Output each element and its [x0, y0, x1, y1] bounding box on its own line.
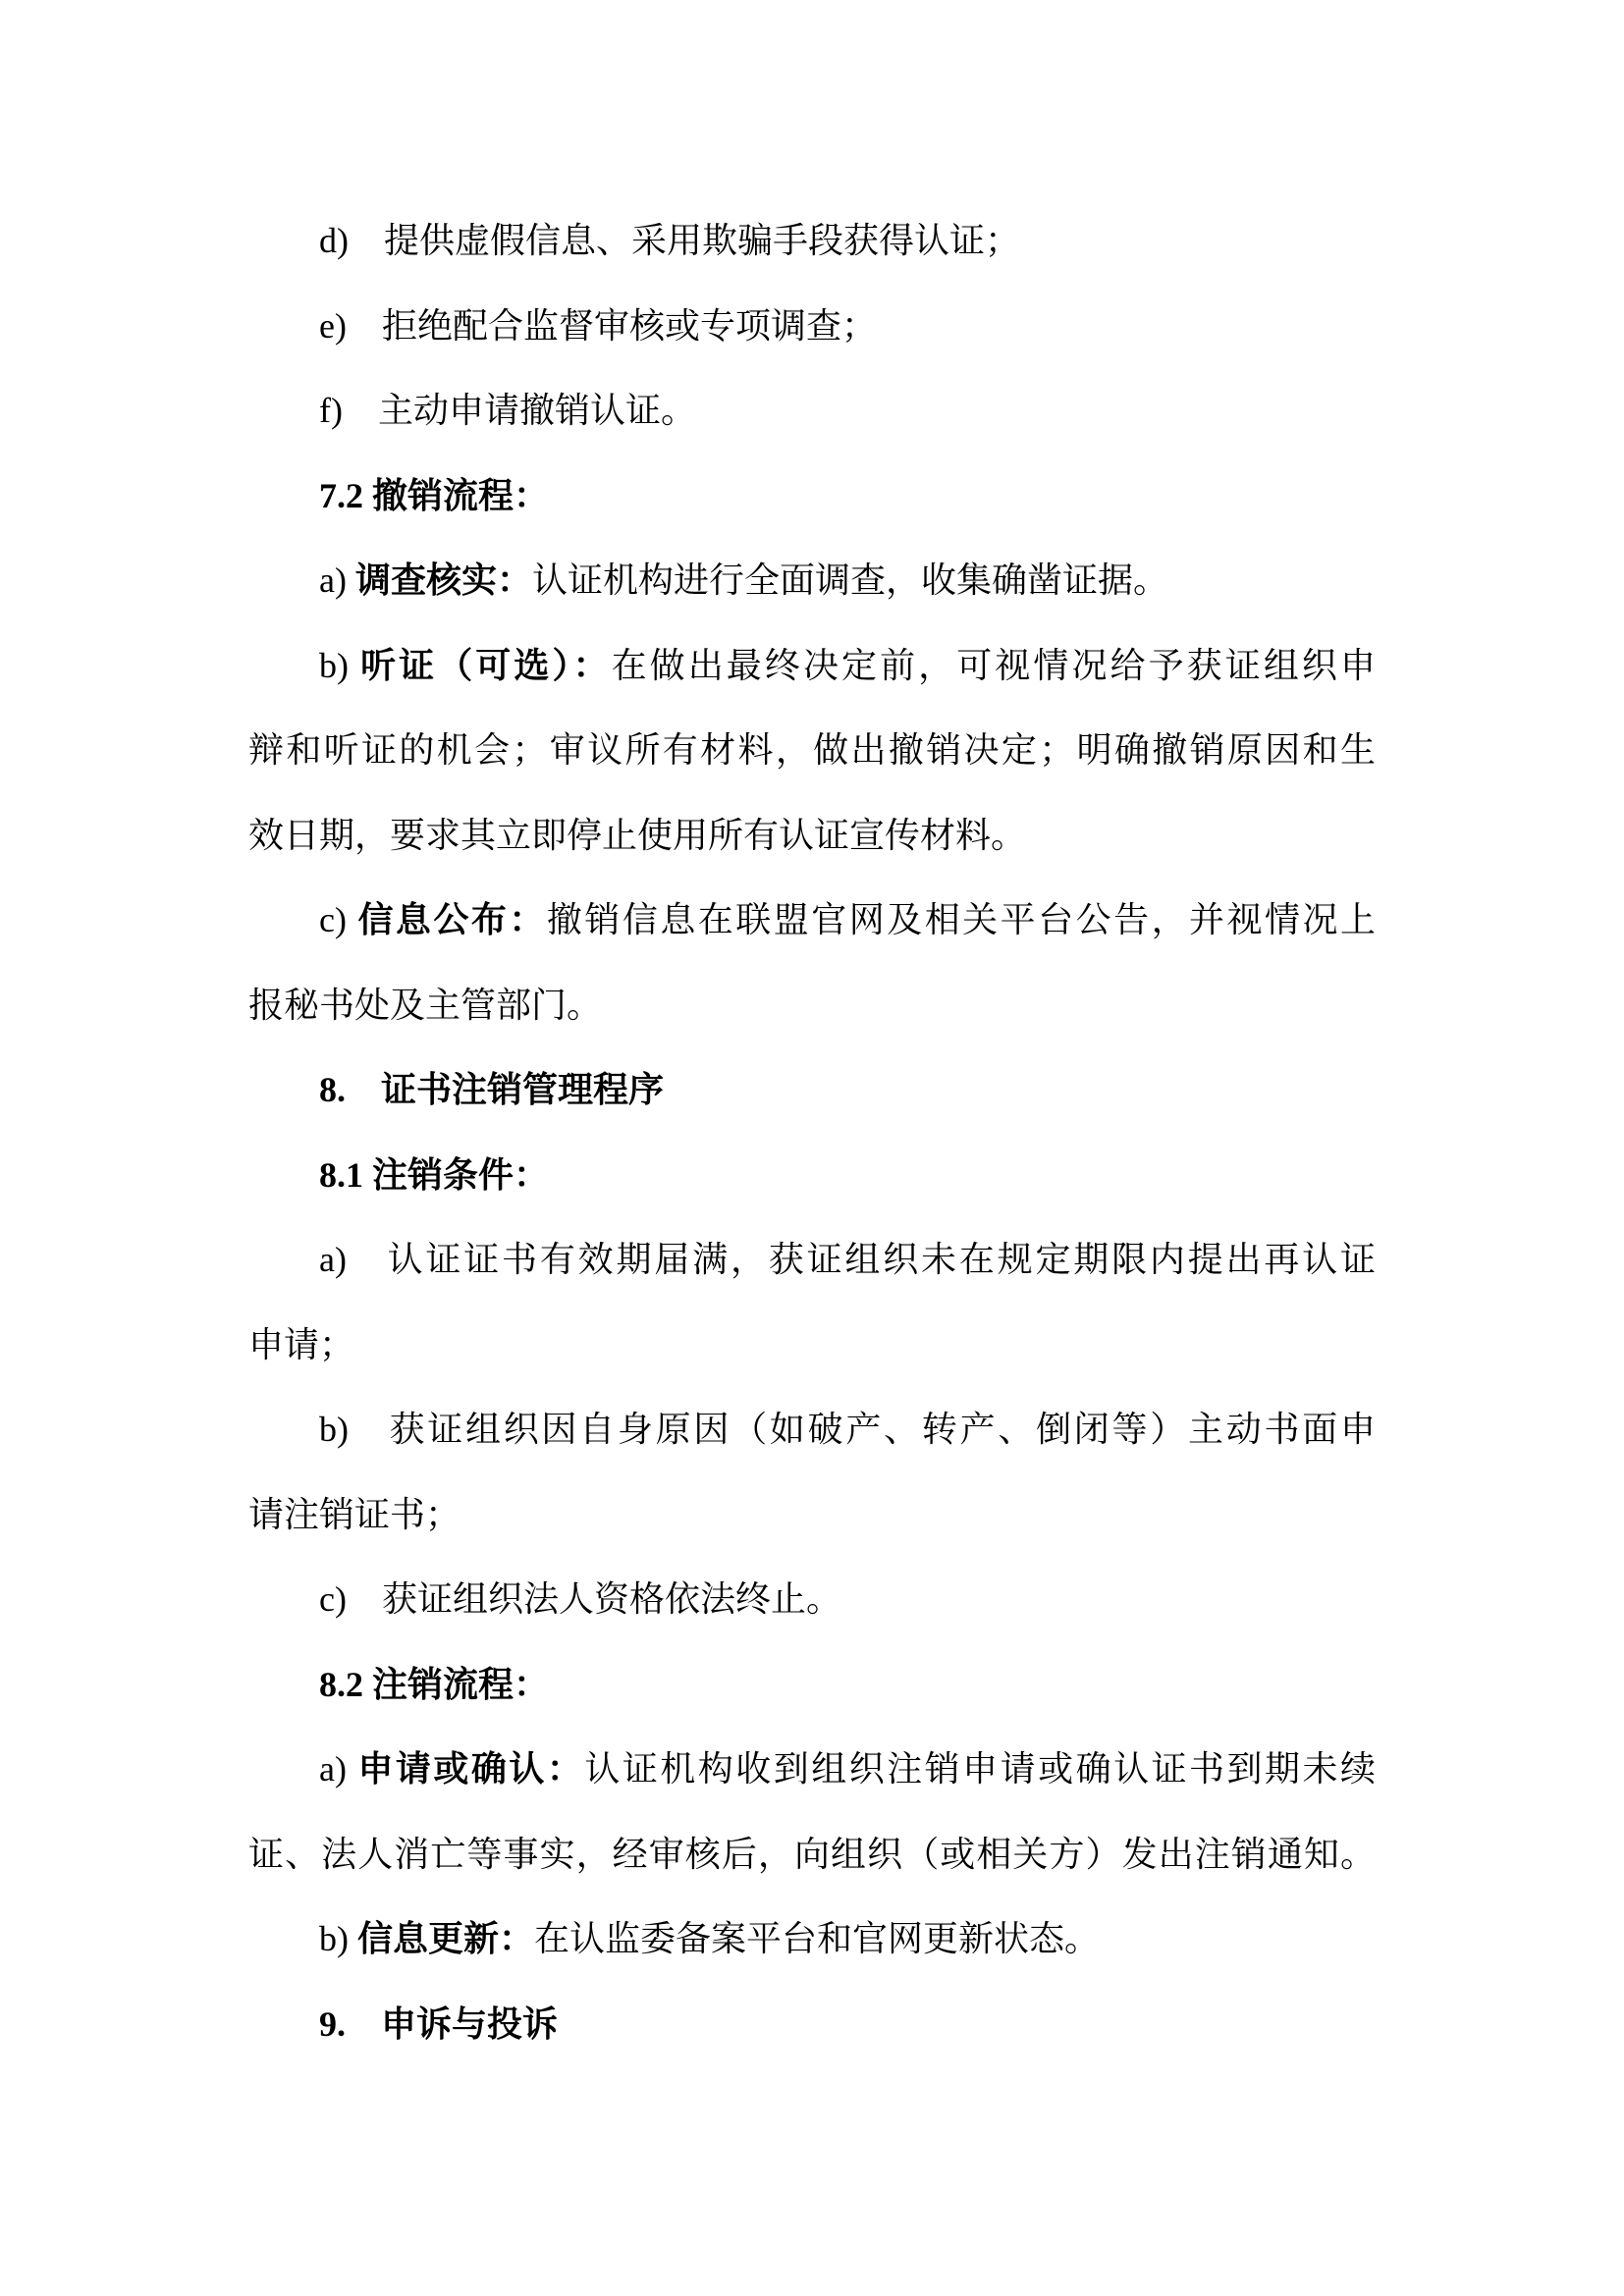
doc-heading — [248, 1995, 1376, 2054]
doc-heading — [248, 466, 1376, 525]
line-text-pre: 证、法人消亡等事实，经审核后，向组织（或相关方）发出注销通知。 — [248, 1835, 1376, 1874]
line-text-pre: c) 获证组织法人资格依法终止。 — [319, 1579, 841, 1619]
line-text-bold: 申请或确认： — [357, 1749, 585, 1789]
line-text-pre: 辩和听证的机会；审议所有材料，做出撤销决定；明确撤销原因和生 — [248, 730, 1376, 770]
line-text-pre: b) — [319, 1919, 357, 1958]
doc-line — [248, 1485, 1376, 1544]
line-text-pre: a) 认证证书有效期届满，获证组织未在规定期限内提出再认证 — [319, 1240, 1376, 1279]
line-text-rest: 认证机构进行全面调查，收集确凿证据。 — [531, 561, 1168, 600]
line-text-pre: d) 提供虚假信息、采用欺骗手段获得认证； — [319, 221, 1020, 260]
line-text-pre: b) 获证组织因自身原因（如破产、转产、倒闭等）主动书面申 — [319, 1410, 1376, 1449]
line-text-bold: 信息更新： — [357, 1919, 535, 1958]
line-text-rest: 在认监委备案平台和官网更新状态。 — [534, 1919, 1101, 1958]
line-text-pre: a) — [319, 561, 355, 600]
line-text-bold: 调查核实： — [354, 561, 532, 600]
line-text-bold: 信息公布： — [357, 900, 547, 939]
line-text-pre: e) 拒绝配合监督审核或专项调查； — [319, 306, 877, 346]
doc-line — [248, 1400, 1376, 1459]
doc-line — [248, 551, 1376, 610]
line-text-pre: 请注销证书； — [248, 1495, 461, 1534]
line-text-rest: 撤销信息在联盟官网及相关平台公告，并视情况上 — [546, 900, 1376, 939]
doc-line — [248, 296, 1376, 355]
line-text-bold: 7.2 撤销流程： — [319, 476, 550, 515]
line-text-pre: b) — [319, 646, 361, 685]
doc-line — [248, 1909, 1376, 1968]
line-text-pre: 效日期，要求其立即停止使用所有认证宣传材料。 — [248, 816, 1027, 855]
line-text-rest: 在做出最终决定前，可视情况给予获证组织申 — [611, 646, 1376, 685]
line-text-rest: 认证机构收到组织注销申请或确认证书到期未续 — [584, 1749, 1376, 1789]
doc-line — [248, 976, 1376, 1035]
doc-heading — [248, 1146, 1376, 1204]
doc-line — [248, 806, 1376, 865]
line-text-bold: 8. 证书注销管理程序 — [319, 1070, 665, 1109]
doc-line — [248, 1825, 1376, 1884]
line-text-pre: c) — [319, 900, 358, 939]
line-text-pre: f) 主动申请撤销认证。 — [319, 391, 696, 430]
doc-line — [248, 1315, 1376, 1374]
doc-line — [248, 1570, 1376, 1629]
line-text-pre: a) — [319, 1749, 358, 1789]
line-text-bold: 8.1 注销条件： — [319, 1155, 550, 1195]
line-text-bold: 听证（可选）： — [360, 646, 612, 685]
doc-heading — [248, 1060, 1376, 1119]
doc-line — [248, 381, 1376, 440]
doc-line — [248, 890, 1376, 949]
doc-line — [248, 721, 1376, 779]
doc-line — [248, 211, 1376, 270]
line-text-pre: 报秘书处及主管部门。 — [248, 986, 603, 1025]
doc-line — [248, 1739, 1376, 1798]
doc-line — [248, 1230, 1376, 1289]
doc-line — [248, 636, 1376, 695]
line-text-bold: 8.2 注销流程： — [319, 1665, 550, 1704]
line-text-pre: 申请； — [248, 1325, 355, 1364]
line-text-bold: 9. 申诉与投诉 — [319, 2004, 559, 2044]
doc-heading — [248, 1655, 1376, 1714]
